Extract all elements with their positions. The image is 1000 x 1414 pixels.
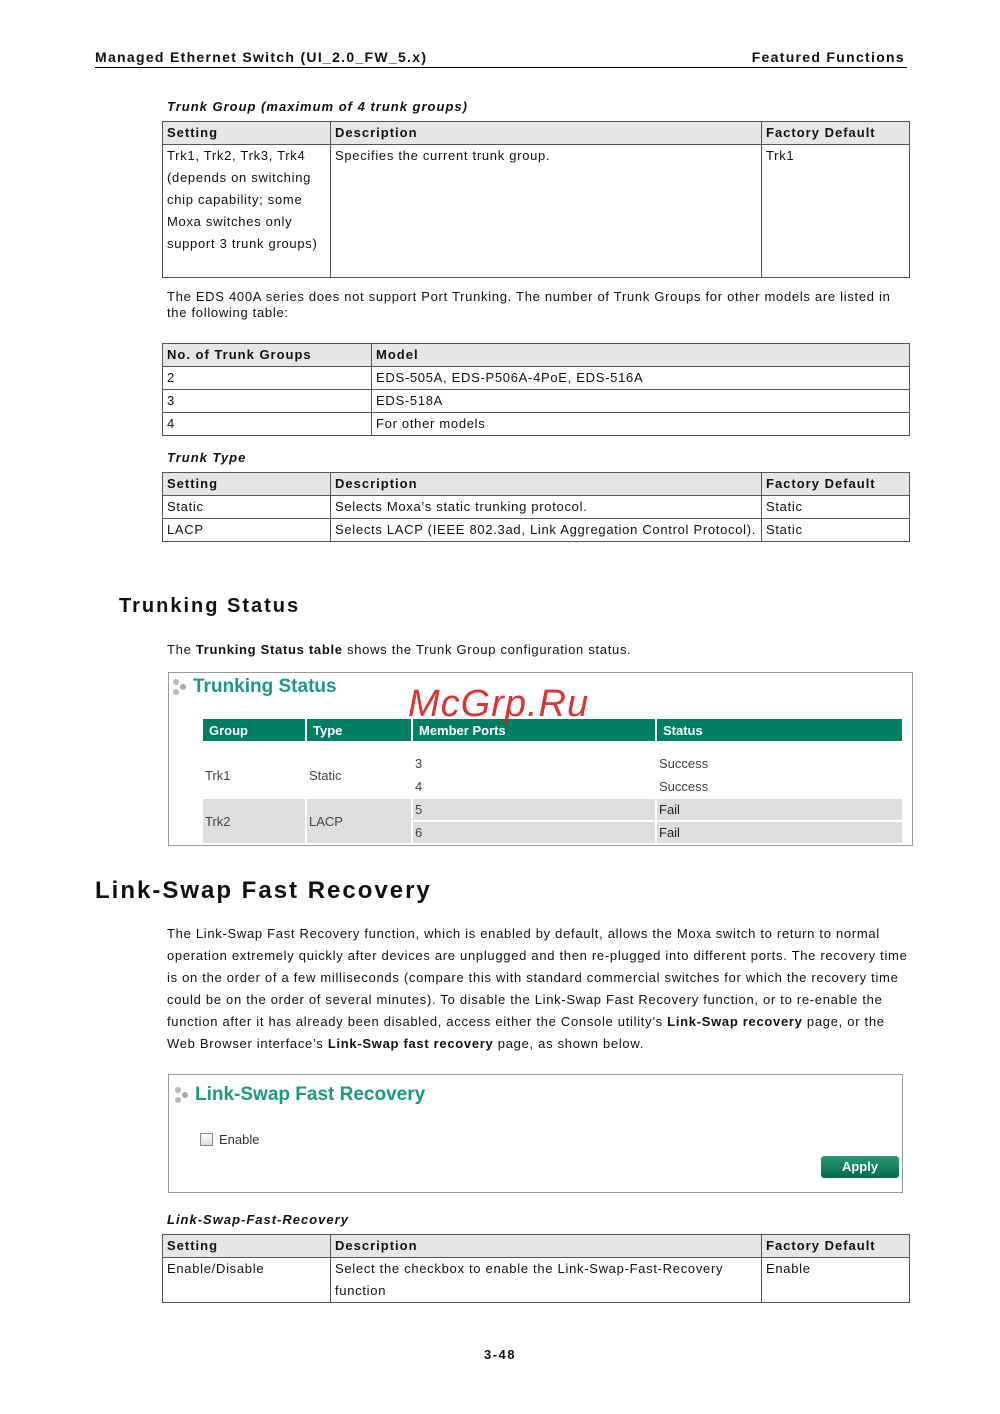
enable-checkbox[interactable]: [200, 1133, 213, 1146]
panel-title: Link-Swap Fast Recovery: [195, 1084, 426, 1105]
lsfr-panel: [168, 1074, 903, 1193]
lsfr-caption: Link-Swap-Fast-Recovery: [167, 1212, 349, 1227]
cell: Selects Moxa’s static trunking protocol.: [331, 496, 762, 519]
trunk-type-table: [162, 472, 910, 542]
col-header: No. of Trunk Groups: [163, 344, 372, 367]
header-right: Featured Functions: [751, 49, 905, 65]
cell: EDS-518A: [372, 390, 910, 413]
trunking-status-heading: Trunking Status: [119, 595, 301, 617]
cell: Fail: [657, 822, 902, 843]
panel-title: Trunking Status: [193, 676, 337, 697]
table-row: [163, 519, 910, 542]
lsfr-heading: Link-Swap Fast Recovery: [95, 877, 432, 904]
cell: Trk1, Trk2, Trk3, Trk4 (depends on switching chip capability; some Moxa switches only support 3 trunk groups): [163, 145, 331, 278]
cell: 4: [415, 779, 423, 794]
col-header: Factory Default: [762, 1235, 910, 1258]
cell: Enable: [762, 1258, 910, 1303]
trunk-note: The EDS 400A series does not support Port Trunking. The number of Trunk Groups for other models are listed in the following table:: [167, 289, 891, 320]
cell: 5: [413, 799, 655, 820]
table-row: [203, 753, 902, 774]
apply-button[interactable]: Apply: [821, 1156, 899, 1178]
cell: LACP: [307, 799, 411, 843]
table-row: [163, 1258, 910, 1303]
cell: Selects LACP (IEEE 802.3ad, Link Aggregation Control Protocol).: [331, 519, 762, 542]
cell: 6: [413, 822, 655, 843]
cell: Select the checkbox to enable the Link-Swap-Fast-Recovery function: [331, 1258, 762, 1303]
cell: 3: [163, 390, 372, 413]
col-header: Factory Default: [762, 473, 910, 496]
cell: Static: [762, 496, 910, 519]
col-header: Setting: [163, 473, 331, 496]
cell: Fail: [657, 799, 902, 820]
trunk-type-caption: Trunk Type: [167, 450, 247, 465]
header-rule: [95, 67, 907, 68]
cell: 4: [163, 413, 372, 436]
models-table: [162, 343, 910, 436]
cell: Trk1: [205, 767, 231, 783]
col-header: Member Ports: [413, 719, 655, 741]
enable-label: Enable: [219, 1132, 260, 1147]
table-row: [203, 799, 902, 820]
cell: EDS-505A, EDS-P506A-4PoE, EDS-516A: [372, 367, 910, 390]
table-row: [163, 496, 910, 519]
cell: 3: [415, 756, 423, 771]
col-header: Description: [331, 1235, 762, 1258]
dots-icon: [173, 679, 187, 697]
dots-icon: [175, 1087, 189, 1105]
col-header: Type: [307, 719, 411, 741]
table-row: [163, 390, 910, 413]
page-number: 3-48: [483, 1347, 517, 1362]
cell: Static: [309, 767, 342, 783]
trunk-group-caption: Trunk Group (maximum of 4 trunk groups): [167, 99, 468, 114]
lsfr-table: [162, 1234, 910, 1303]
trunking-status-intro: The Trunking Status table shows the Trunk Group configuration status.: [167, 642, 632, 657]
col-header: Setting: [163, 122, 331, 145]
trunk-group-table: [162, 121, 910, 278]
col-header: Description: [331, 473, 762, 496]
trunking-status-table: [201, 717, 904, 845]
cell: For other models: [372, 413, 910, 436]
lsfr-paragraph: The Link-Swap Fast Recovery function, which is enabled by default, allows the Moxa switch to return to normal operation extremely quickly after devices are unplugged and then re-plugged into different ports. The recovery time is on the order of a few milliseconds (compare this with standard commercial switches for which the recovery time could be on the order of several minutes). To disable the Link-Swap Fast Recovery function, or to re-enable the function after it has already been disabled, access either the Console utility’s Link-Swap recovery page, or the Web Browser interface’s Link-Swap fast recovery page, as shown below.: [167, 926, 908, 1051]
col-header: Description: [331, 122, 762, 145]
cell: Trk1: [762, 145, 910, 278]
cell: Static: [163, 496, 331, 519]
table-row: [163, 367, 910, 390]
table-row: [163, 413, 910, 436]
cell: Specifies the current trunk group.: [331, 145, 762, 278]
col-header: Factory Default: [762, 122, 910, 145]
cell: Success: [659, 779, 709, 794]
cell: Trk2: [203, 799, 305, 843]
cell: LACP: [163, 519, 331, 542]
header-left: Managed Ethernet Switch (UI_2.0_FW_5.x): [95, 49, 428, 65]
col-header: Status: [657, 719, 902, 741]
watermark: McGrp.Ru: [408, 683, 590, 725]
col-header: Setting: [163, 1235, 331, 1258]
cell: Enable/Disable: [163, 1258, 331, 1303]
col-header: Model: [372, 344, 910, 367]
cell: 2: [163, 367, 372, 390]
col-header: Group: [203, 719, 305, 741]
table-row: [163, 145, 910, 278]
cell: Success: [659, 756, 709, 771]
cell: Static: [762, 519, 910, 542]
